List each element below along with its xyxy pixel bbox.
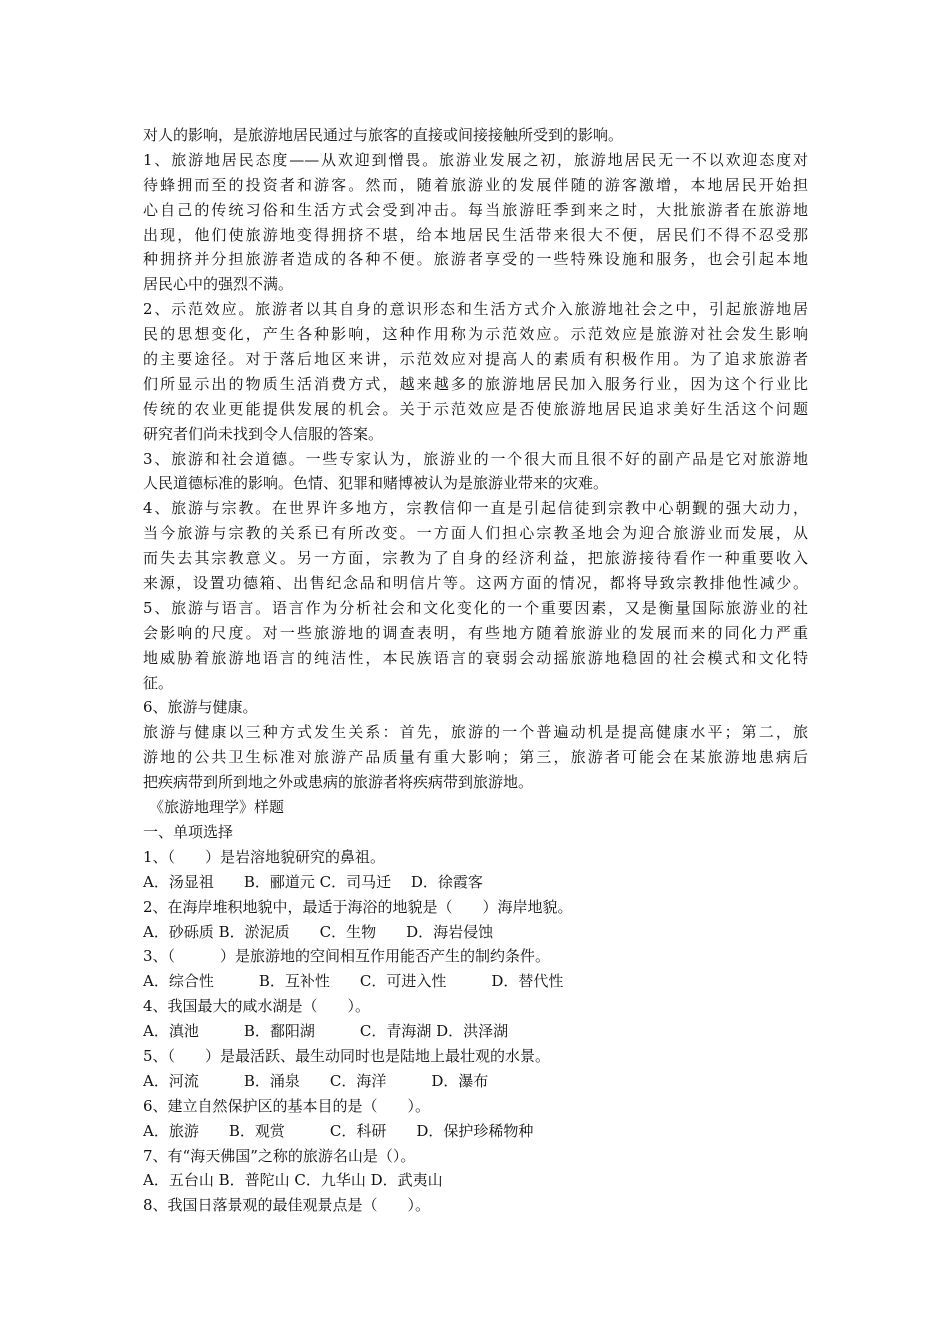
text-line: 把疾病带到所到地之外或患病的旅游者将疾病带到旅游地。 [143, 773, 534, 792]
text-line: A．砂砾质 B．淤泥质 C．生物 D．海岩侵蚀 [143, 922, 494, 941]
text-line: 而失去其宗教意义。另一方面，宗教为了自身的经济利益，把旅游接待看作一种重要收入 [143, 549, 808, 568]
text-line: 一、单项选择 [143, 822, 234, 841]
text-line: 居民心中的强烈不满。 [143, 275, 294, 294]
document-body [143, 123, 808, 1218]
text-line: 当今旅游与宗教的关系已有所改变。一方面人们担心宗教圣地会为迎合旅游业而发展，从 [143, 524, 808, 543]
text-line: 6、建立自然保护区的基本目的是（ ）。 [143, 1096, 431, 1115]
text-line: 1、旅游地居民态度——从欢迎到憎畏。旅游业发展之初，旅游地居民无一不以欢迎态度对 [143, 150, 808, 169]
text-line: 待蜂拥而至的投资者和游客。然而，随着旅游业的发展伴随的游客激增，本地居民开始担 [143, 175, 808, 194]
text-line: 游地的公共卫生标准对旅游产品质量有重大影响；第三，旅游者可能会在某旅游地患病后 [143, 748, 808, 767]
text-line: 出现，他们使旅游地变得拥挤不堪，给本地居民生活带来很大不便，居民们不得不忍受那 [143, 225, 808, 244]
text-line: 2、在海岸堆积地貌中，最适于海浴的地貌是（ ）海岸地貌。 [143, 897, 573, 916]
text-line: A．滇池 B．鄱阳湖 C．青海湖 D．洪泽湖 [143, 1022, 509, 1041]
text-line: 征。 [143, 673, 174, 692]
text-line: 7、有“海天佛国”之称的旅游名山是（）。 [143, 1146, 416, 1165]
text-line: 3、旅游和社会道德。一些专家认为，旅游业的一个很大而且很不好的副产品是它对旅游地 [143, 449, 808, 468]
text-line: 心自己的传统习俗和生活方式会受到冲击。每当旅游旺季到来之时，大批旅游者在旅游地 [143, 200, 808, 219]
text-line: 传统的农业更能提供发展的机会。关于示范效应是否使旅游地居民追求美好生活这个问题 [143, 399, 808, 418]
text-line: A．五台山 B．普陀山 C．九华山 D．武夷山 [143, 1171, 443, 1190]
text-line: A．综合性 B．互补性 C．可进入性 D．替代性 [143, 972, 564, 991]
text-line: 6、旅游与健康。 [143, 698, 258, 717]
text-line: 《旅游地理学》样题 [149, 798, 285, 817]
text-line: 3、（ ）是旅游地的空间相互作用能否产生的制约条件。 [143, 947, 551, 966]
text-line: 5、（ ）是最活跃、最生动同时也是陆地上最壮观的水景。 [143, 1046, 551, 1065]
text-line: 4、我国最大的咸水湖是（ ）。 [143, 997, 371, 1016]
text-line: 旅游与健康以三种方式发生关系：首先，旅游的一个普遍动机是提高健康水平；第二，旅 [143, 723, 808, 742]
text-line: 的主要途径。对于落后地区来讲，示范效应对提高人的素质有积极作用。为了追求旅游者 [143, 350, 808, 369]
text-line: 4、旅游与宗教。在世界许多地方，宗教信仰一直是引起信徒到宗教中心朝觐的强大动力， [143, 499, 808, 518]
text-line: 人民道德标准的影响。色情、犯罪和赌博被认为是旅游业带来的灾难。 [143, 474, 609, 493]
text-line: 民的思想变化，产生各种影响，这种作用称为示范效应。示范效应是旅游对社会发生影响 [143, 325, 808, 344]
text-line: 地威胁着旅游地语言的纯洁性，本民族语言的衰弱会动摇旅游地稳固的社会模式和文化特 [143, 648, 808, 667]
text-line: 2、示范效应。旅游者以其自身的意识形态和生活方式介入旅游地社会之中，引起旅游地居 [143, 300, 808, 319]
text-line: 8、我国日落景观的最佳观景点是（ ）。 [143, 1196, 431, 1215]
text-line: 们所显示出的物质生活消费方式，越来越多的旅游地居民加入服务行业，因为这个行业比 [143, 374, 808, 393]
text-line: 种拥挤并分担旅游者造成的各种不便。旅游者享受的一些特殊设施和服务，也会引起本地 [143, 250, 808, 269]
text-line: 5、旅游与语言。语言作为分析社会和文化变化的一个重要因素，又是衡量国际旅游业的社 [143, 598, 808, 617]
text-line: A．汤显祖 B．郦道元 C．司马迁 D．徐霞客 [143, 872, 483, 891]
text-line: 会影响的尺度。对一些旅游地的调查表明，有些地方随着旅游业的发展而来的同化力严重 [143, 623, 808, 642]
text-line: A．旅游 B．观赏 C．科研 D．保护珍稀物种 [143, 1121, 534, 1140]
text-line: 研究者们尚未找到令人信服的答案。 [143, 424, 384, 443]
text-line: 对人的影响，是旅游地居民通过与旅客的直接或间接接触所受到的影响。 [143, 126, 624, 144]
text-line: A．河流 B．涌泉 C．海洋 D．瀑布 [143, 1071, 489, 1090]
text-line: 1、（ ）是岩溶地貌研究的鼻祖。 [143, 847, 386, 866]
text-line: 来源，设置功德箱、出售纪念品和明信片等。这两方面的情况，都将导致宗教排他性减少。 [143, 574, 808, 593]
